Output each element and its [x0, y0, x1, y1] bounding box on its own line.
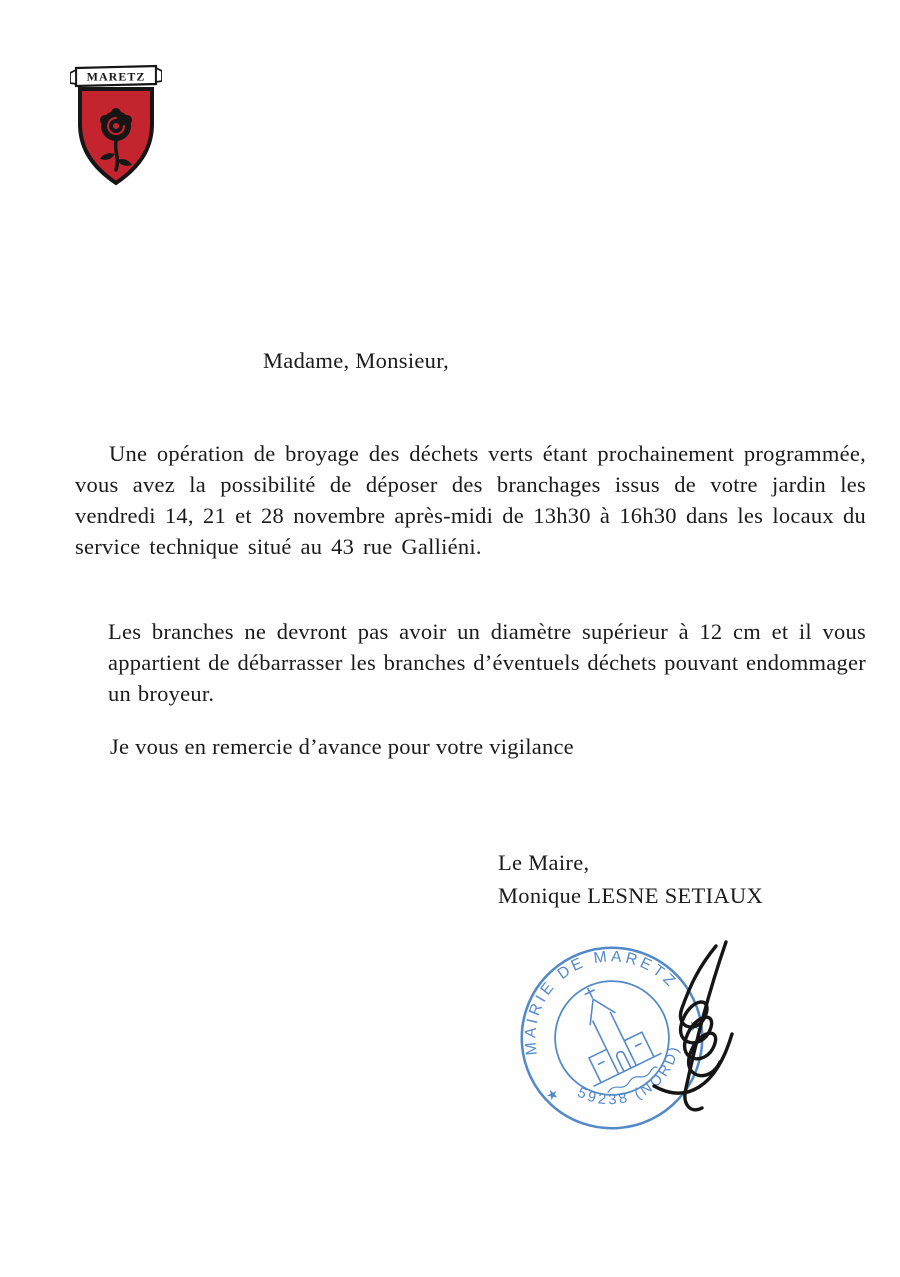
paragraph-branches: Les branches ne devront pas avoir un diamètre supérieur à 12 cm et il vous appartient de débarrasser les branches d’éventuels déchets pouvant endommager un broyeur. [108, 619, 866, 706]
salutation: Madame, Monsieur, [263, 348, 450, 373]
signoff-name: Monique LESNE SETIAUX [498, 883, 764, 908]
signoff-title: Le Maire, [498, 850, 590, 875]
signature [598, 936, 748, 1132]
signature-graphic [598, 936, 748, 1132]
crest-graphic [70, 64, 162, 188]
town-crest [70, 64, 162, 188]
star-icon: ★ [543, 1085, 562, 1106]
crest-banner-text: MARETZ [86, 69, 146, 84]
paragraph-remerciement: Je vous en remercie d’avance pour votre vigilance [110, 734, 574, 759]
stamp-bottom-text: 59238 (NORD) [574, 1042, 684, 1109]
signoff-block [498, 846, 763, 912]
crest-banner [70, 66, 162, 86]
star-icon: ★ [684, 1016, 703, 1037]
stamp-top-text: MAIRIE DE MARETZ [522, 948, 681, 1057]
paragraph-broyage: Une opération de broyage des déchets verts étant prochainement programmée, vous avez la possibilité de déposer des branchages issus de votre jardin les vendredi 14, 21 et 28 novembre après-midi de 13h30 à 16h30 dans les locaux du service technique situé au 43 rue Galliéni. [75, 441, 866, 559]
